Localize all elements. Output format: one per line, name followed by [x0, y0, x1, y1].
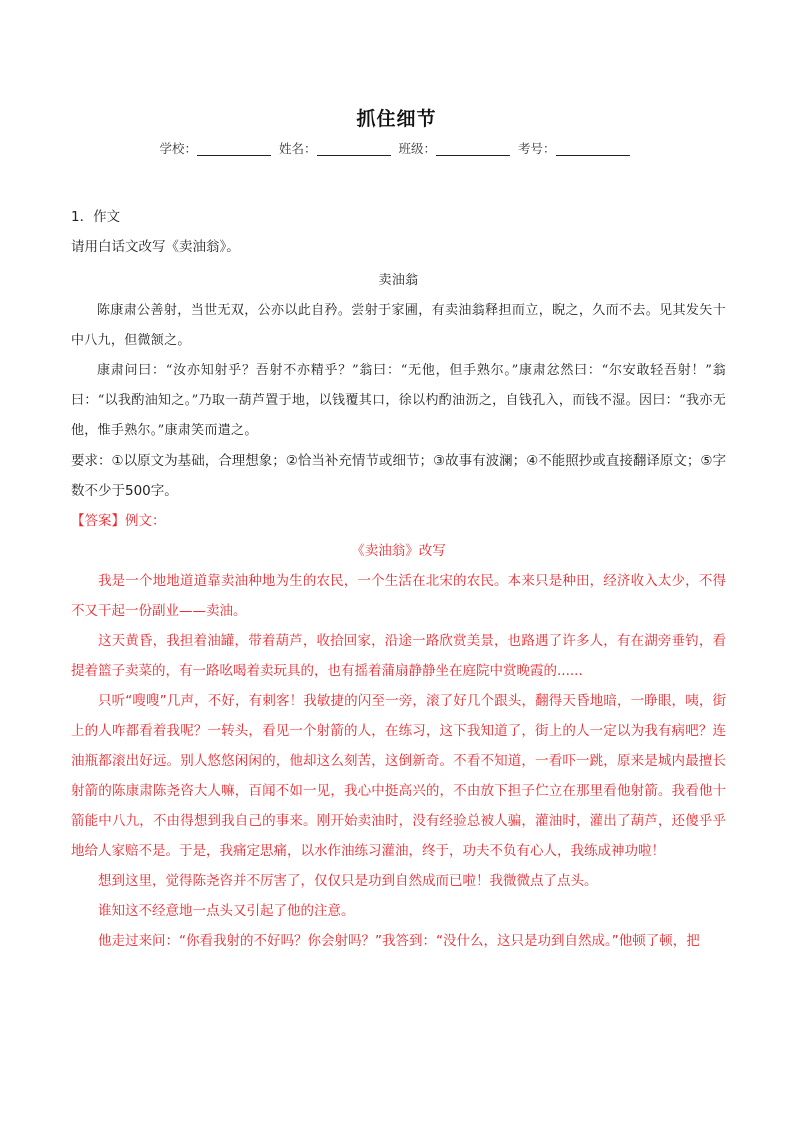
essay-paragraph: 这天黄昏，我担着油罐，带着葫芦，收拾回家，沿途一路欣赏美景，也路遇了许多人，有在湖旁垂钓，看提着篮子卖菜的，有一路吆喝着卖玩具的，也有摇着蒲扇静静坐在庭院中赏晚霞的......: [71, 633, 726, 679]
essay-paragraph: 我是一个地地道道靠卖油种地为生的农民，一个生活在北宋的农民。本来只是种田，经济收入太少，不得不又干起一份副业——卖油。: [71, 573, 726, 619]
essay-paragraph: 谁知这不经意地一点头又引起了他的注意。: [98, 903, 355, 919]
original-paragraph: 陈康肃公善射，当世无双，公亦以此自矜。尝射于家圃，有卖油翁释担而立，睨之，久而不去。见其发矢十中八九，但微颔之。: [71, 303, 726, 348]
document-title: 抓住细节: [356, 108, 437, 130]
essay-paragraph: 他走过来问：“你看我射的不好吗？你会射吗？”我答到：“没什么，这只是功到自然成。”他顿了顿，把: [98, 933, 700, 949]
essay-title: 《卖油翁》改写: [351, 543, 446, 559]
name-blank: [317, 142, 391, 156]
class-label: 班级：: [398, 141, 436, 156]
class-blank: [436, 142, 510, 156]
question-number: 1．作文: [71, 209, 121, 225]
question-instruction: 请用白话文改写《卖油翁》。: [71, 239, 240, 255]
original-paragraph: 康肃问曰：“汝亦知射乎？吾射不亦精乎？”翁曰：“无他，但手熟尔。”康肃忿然曰：“尔安敢轻吾射！”翁曰：“以我酌油知之。”乃取一葫芦置于地，以钱覆其口，徐以杓酌油沥之，自钱孔入，而钱不湿。因曰：“我亦无他，惟手熟尔。”康肃笑而遣之。: [71, 363, 726, 438]
requirements-text: 要求：①以原文为基础，合理想象；②恰当补充情节或细节；③故事有波澜；④不能照抄或直接翻译原文；⑤字数不少于500字。: [71, 453, 726, 499]
exam-number-blank: [556, 142, 630, 156]
essay-paragraph: 只听“嗖嗖”几声，不好，有刺客！我敏捷的闪至一旁，滚了好几个跟头，翻得天昏地暗，一睁眼，咦，街上的人咋都看着我呢？一转头，看见一个射箭的人，在练习，这下我知道了，街上的人一定以为我有病吧？连油瓶都滚出好远。别人悠悠闲闲的，他却这么刻苦，这倒新奇。不看不知道，一看吓一跳，原来是城内最擅长射箭的陈康肃陈尧咨大人嘛，百闻不如一见，我心中挺高兴的，不由放下担子伫立在那里看他射箭。我看他十箭能中八九，不由得想到我自己的事来。刚开始卖油时，没有经验总被人骗，灌油时，灌出了葫芦，还傻乎乎地给人家赔不是。于是，我痛定思痛，以水作油练习灌油，终于，功夫不负有心人，我练成神功啦！: [71, 693, 726, 859]
school-label: 学校：: [159, 141, 197, 156]
question-content: [71, 206, 726, 956]
school-blank: [197, 142, 271, 156]
original-text-title: 卖油翁: [378, 273, 419, 288]
name-label: 姓名：: [278, 141, 317, 156]
exam-number-label: 考号：: [517, 141, 556, 156]
essay-paragraph: 想到这里，觉得陈尧咨并不厉害了，仅仅只是功到自然成而已啦！我微微点了点头。: [98, 873, 598, 889]
answer-label: 【答案】例文：: [71, 513, 166, 529]
student-info-line: [0, 139, 793, 157]
